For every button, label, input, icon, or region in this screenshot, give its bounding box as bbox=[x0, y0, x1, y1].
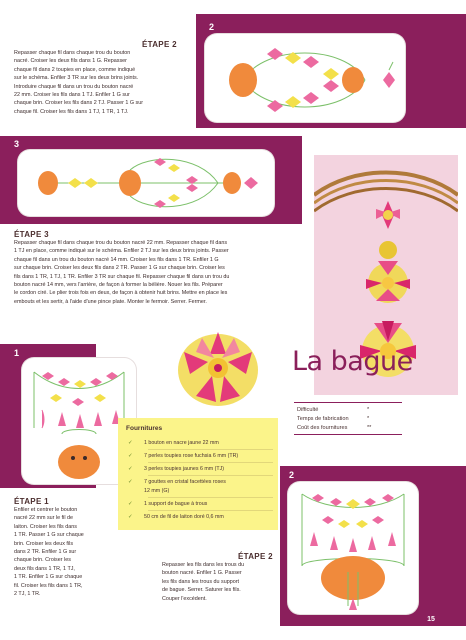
step3-heading: ÉTAPE 3 bbox=[14, 230, 49, 239]
step2-bottom-heading: ÉTAPE 2 bbox=[238, 552, 273, 561]
detail-difficulty: Difficulté * bbox=[297, 407, 370, 413]
step3-diagram-panel bbox=[18, 150, 274, 216]
detail-cost: Coût des fournitures ** bbox=[297, 425, 372, 431]
ring-photo bbox=[166, 322, 270, 414]
ring-title: La bague bbox=[292, 346, 413, 377]
step2-top-text: Repasser chaque fil dans chaque trou du bouton nacré. Croiser les deux fils dans 1 G. Repasser chaque fil dans 2 toupies en place, comme indiqué sur le schéma. Enfiler 3 TR sur les deux brins joints. Introduire chaque fil dans un trou du bouton nacré 22 mm. Croiser les fils dans 1 TJ. Enfiler 1 G sur chaque brin. Croiser les fils dans 2 TJ. Passer 1 G sur chaque fil. Croiser les fils dans 1 TJ, 1 TR, 1 TJ. bbox=[14, 50, 144, 115]
supply-divider bbox=[148, 475, 273, 476]
step2-top-diagram bbox=[205, 34, 405, 122]
step2-bottom-number: 2 bbox=[289, 470, 295, 480]
step3-text: Repasser chaque fil dans chaque trou du bouton nacré 22 mm. Repasser chaque fil dans 1 TJ en place, comme indiqué sur le schéma. Enfiler 2 TJ sur les deux brins joints. Passer chaque fil dans un trou du bouton nacré 14 mm. Croiser les fils dans 1 TR. Enfiler 1 G sur chaque brin. Croiser les deux fils dans 2 TR. Passer 1 G sur chaque brin. Croiser les fils dans 1 TR, 1 TJ, 1 TR. Enfiler 3 TR sur chaque fil. Repasser chaque fil dans un trou du bouton nacré 14 mm, vers l'arrière, de façon à former la bélière. Nouer les fils. Préparer le cordon ciré. Le plier trois fois en deux, de façon à obtenir huit brins. Mettre en place les embouts et les sertir, à l'aide d'une pince plate. Monter le fermoir. Serrer. Fermer. bbox=[14, 240, 230, 305]
supply-item: ✓ 7 perles toupies rose fuchsia 6 mm (TR) bbox=[128, 453, 239, 459]
supply-item: ✓ 1 support de bague à trous bbox=[128, 501, 208, 507]
step3-number: 3 bbox=[14, 139, 20, 149]
supply-divider bbox=[148, 449, 273, 450]
supply-item: ✓ 50 cm de fil de laiton doré 0,6 mm bbox=[128, 514, 224, 520]
ring-illustration bbox=[166, 322, 270, 414]
step2-top-diagram-panel bbox=[205, 34, 405, 122]
supplies-title: Fournitures bbox=[126, 425, 163, 432]
supply-divider bbox=[148, 497, 273, 498]
step1-number: 1 bbox=[14, 348, 20, 358]
details-rule-top bbox=[294, 402, 402, 403]
step1-text: Enfiler et centrer le bouton nacré 22 mm sur le fil de laiton. Croiser les fils dans 1 TR. Passer 1 G sur chaque brin. Croiser les deux fils dans 2 TR. Enfiler 1 G sur chaque brin. Croiser les deux fils dans 1 TR, 1 TJ, 1 TR. Enfiler 1 G sur chaque fil. Croiser les fils dans 1 TR, 2 TJ, 1 TR. bbox=[14, 507, 84, 598]
supply-item: ✓ 3 perles toupies jaunes 6 mm (TJ) bbox=[128, 466, 225, 472]
details-rule-bottom bbox=[294, 434, 402, 435]
supply-divider bbox=[148, 510, 273, 511]
supply-item: ✓ 7 gouttes en cristal facettées roses bbox=[128, 479, 226, 485]
step2-bottom-diagram-panel bbox=[288, 482, 418, 614]
supply-item-continued: 12 mm (G) bbox=[144, 488, 170, 494]
step3-diagram bbox=[18, 150, 274, 216]
supply-item: ✓ 1 bouton en nacre jaune 22 mm bbox=[128, 440, 219, 446]
step2-top-number: 2 bbox=[209, 22, 215, 32]
step2-bottom-diagram bbox=[288, 482, 418, 614]
step1-heading: ÉTAPE 1 bbox=[14, 497, 49, 506]
detail-time: Temps de fabrication * bbox=[297, 416, 370, 422]
step2-top-heading: ÉTAPE 2 bbox=[142, 40, 177, 49]
supply-divider bbox=[148, 462, 273, 463]
page-number: 15 bbox=[424, 614, 438, 626]
step2-bottom-text: Repasser les fils dans les trous du bouton nacré. Enfiler 1 G. Passer les fils dans les trous du support de bague. Serrer. Saturer les fils. Couper l'excédent. bbox=[162, 562, 245, 602]
